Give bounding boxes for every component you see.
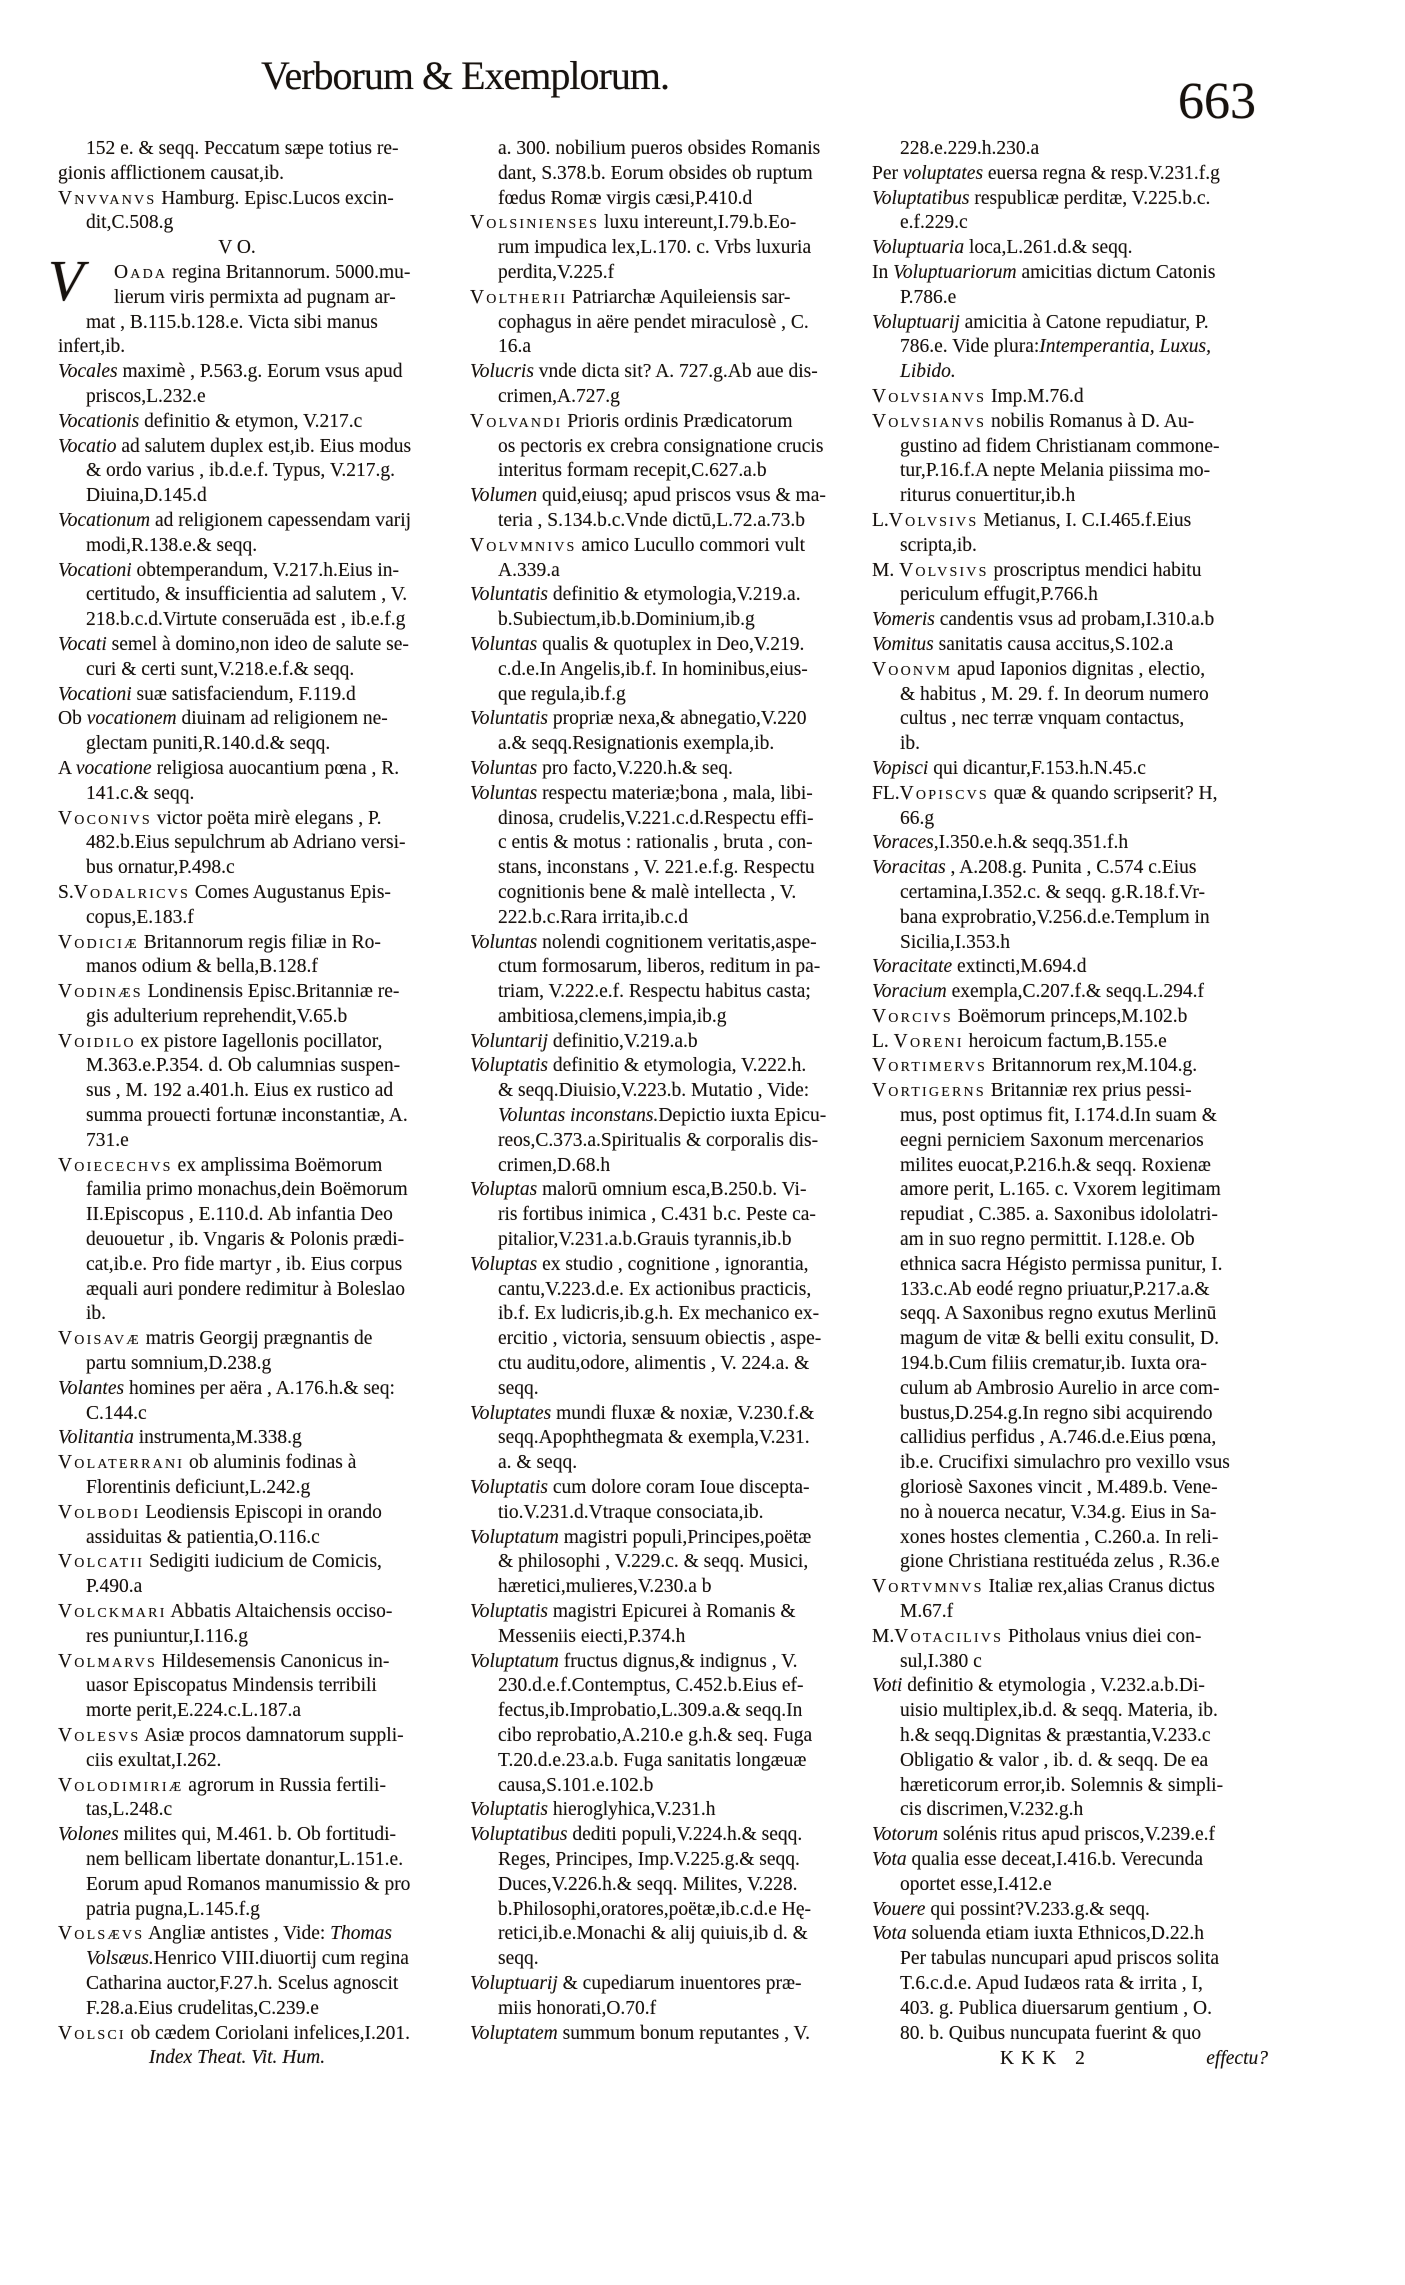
header-title: Verborum & Exemplorum. [261, 53, 669, 98]
index-line: ib. [86, 1303, 107, 1325]
index-line: gloriosè Saxones vincit , M.489.b. Vene- [900, 1477, 1218, 1499]
index-line: seqq. [498, 1948, 539, 1970]
index-line: Volodimiriæ agrorum in Russia fertili- [58, 1774, 386, 1796]
index-line: modi,R.138.e.& seqq. [86, 534, 258, 556]
index-line: tur,P.16.f.A nepte Melania piissima mo- [900, 460, 1211, 482]
index-line: Voltherii Patriarchæ Aquileiensis sar- [470, 286, 791, 308]
index-line: mus, post optimus fit, I.174.d.In suam & [900, 1105, 1217, 1127]
index-line: Obligatio & valor , ib. d. & seqq. De ea [900, 1749, 1209, 1771]
index-line: triam, V.222.e.f. Respectu habitus casta; [498, 981, 811, 1003]
index-line: amore perit, L.165. c. Vxorem legitimam [900, 1179, 1221, 1201]
index-line: M.Votacilivs Pitholaus vnius diei con- [872, 1625, 1202, 1647]
index-line: Vopisci qui dicantur,F.153.h.N.45.c [872, 757, 1146, 779]
index-line: 222.b.c.Rara irrita,ib.c.d [498, 906, 689, 928]
index-line: Voluntas respectu materiæ;bona , mala, libi- [470, 782, 813, 804]
index-line: mat , B.115.b.128.e. Victa sibi manus [86, 311, 378, 333]
index-line: Vota soluenda etiam iuxta Ethnicos,D.22.h [872, 1923, 1204, 1945]
catchword: effectu? [1206, 2048, 1268, 2069]
index-line: T.6.c.d.e. Apud Iudæos rata & irrita , I, [900, 1972, 1203, 1994]
index-line: Voluptatum fructus dignus,& indignus , V. [470, 1650, 798, 1672]
index-line: Volvsianvs Imp.M.76.d [872, 385, 1084, 407]
index-line: ercitio , victoria, sensuum obiectis , aspe- [498, 1328, 822, 1350]
index-line: miis honorati,O.70.f [498, 1997, 657, 2019]
index-line: cultus , nec terræ vnquam contactus, [900, 708, 1185, 730]
index-line: & ordo varius , ib.d.e.f. Typus, V.217.g. [86, 460, 396, 482]
index-line: 786.e. Vide plura:Intemperantia, Luxus, [900, 336, 1211, 358]
index-line: Vocationis definitio & etymon, V.217.c [58, 410, 363, 432]
index-line: lierum viris permixta ad pugnam ar- [114, 286, 396, 308]
index-line: Vnvvanvs Hamburg. Episc.Lucos excin- [58, 187, 394, 209]
index-line: ris fortibus inimica , C.431 b.c. Peste ca- [498, 1204, 816, 1226]
index-line: ambitiosa,clemens,impia,ib.g [498, 1005, 727, 1027]
index-line: 230.d.e.f.Contemptus, C.452.b.Eius ef- [498, 1675, 804, 1697]
index-line: Voluptatum magistri populi,Principes,poëtæ [470, 1526, 812, 1548]
index-line: certitudo, & insufficientia ad salutem , V. [86, 584, 408, 606]
index-line: Oada regina Britannorum. 5000.mu- [114, 261, 411, 283]
index-line: Vocati semel à domino,non ideo de salute se- [58, 633, 409, 655]
index-line: Reges, Principes, Imp.V.225.g.& seqq. [498, 1848, 800, 1870]
index-line: Voluptuarij amicitia à Catone repudiatur, P. [872, 311, 1209, 333]
index-line: In Voluptuariorum amicitias dictum Catonis [872, 261, 1216, 283]
index-line: Voluntas nolendi cognitionem veritatis,aspe- [470, 931, 817, 953]
index-line: P.786.e [900, 286, 957, 308]
index-line: 194.b.Cum filiis crematur,ib. Iuxta ora- [900, 1353, 1207, 1375]
index-line: Volsæus.Henrico VIII.diuortij cum regina [86, 1948, 409, 1970]
index-line: Voluptatis magistri Epicurei à Romanis & [470, 1601, 796, 1623]
index-line: cantu,V.223.d.e. Ex actionibus practicis, [498, 1278, 812, 1300]
index-line: Vocatio ad salutem duplex est,ib. Eius modus [58, 435, 412, 457]
index-line: xones hostes clementia , C.260.a. In reli- [900, 1526, 1219, 1548]
index-line: bana exprobratio,V.256.d.e.Templum in [900, 906, 1210, 928]
index-line: pitalior,V.231.a.b.Grauis tyrannis,ib.b [498, 1229, 792, 1251]
index-line: riturus conuertitur,ib.h [900, 485, 1076, 507]
index-line: stans, inconstans , V. 221.e.f.g. Respectu [498, 857, 815, 879]
index-line: Vocationi suæ satisfaciendum, F.119.d [58, 683, 356, 705]
index-line: Vorcivs Boëmorum princeps,M.102.b [872, 1005, 1188, 1027]
index-line: familia primo monachus,dein Boëmorum [86, 1179, 408, 1201]
index-line: Voluntatis definitio & etymologia,V.219.a. [470, 584, 801, 606]
index-line: 133.c.Ab eodé regno priuatur,P.217.a.& [900, 1278, 1210, 1300]
index-line: sus , M. 192 a.401.h. Eius ex rustico ad [86, 1080, 394, 1102]
index-line: L.Volvsivs Metianus, I. C.I.465.f.Eius [872, 509, 1192, 531]
index-line: Voluptatibus respublicæ perditæ, V.225.b.c. [872, 187, 1211, 209]
index-line: Catharina auctor,F.27.h. Scelus agnoscit [86, 1972, 399, 1994]
index-line: perdita,V.225.f [498, 261, 615, 283]
index-line: bustus,D.254.g.In regno sibi acquirendo [900, 1402, 1213, 1424]
index-line: æquali auri pondere redimitur à Boleslao [86, 1278, 405, 1300]
index-line: infert,ib. [58, 336, 126, 358]
index-line: ethnica sacra Hégisto permissa punitur, I. [900, 1253, 1223, 1275]
index-line: hæreticorum error,ib. Solemnis & simpli- [900, 1774, 1224, 1796]
index-line: Volesvs Asiæ procos damnatorum suppli- [58, 1725, 404, 1746]
index-line: Vortvmnvs Italiæ rex,alias Cranus dictus [872, 1576, 1215, 1598]
index-line: Vouere qui possint?V.233.g.& seqq. [872, 1898, 1150, 1920]
index-line: seqq.Apophthegmata & exempla,V.231. [498, 1427, 810, 1449]
index-line: uasor Episcopatus Mindensis terribili [86, 1675, 377, 1697]
index-line: Volucris vnde dicta sit? A. 727.g.Ab aue dis- [470, 361, 818, 383]
index-line: b.Philosophi,oratores,poëtæ,ib.c.d.e Hę- [498, 1898, 812, 1920]
index-line: Voluptas malorū omnium esca,B.250.b. Vi- [470, 1179, 807, 1201]
index-line: os pectoris ex crebra consignatione crucis [498, 435, 824, 457]
index-line: partu somnium,D.238.g [86, 1353, 272, 1375]
index-line: Voracium exempla,C.207.f.& seqq.L.294.f [872, 981, 1204, 1003]
index-line: Volvmnivs amico Lucullo commori vult [470, 534, 806, 556]
index-line: 228.e.229.h.230.a [900, 138, 1040, 159]
drop-cap-initial: V [48, 248, 84, 313]
index-line: Volaterrani ob aluminis fodinas à [58, 1452, 357, 1474]
index-column-2 [470, 137, 868, 2046]
index-line: Voidilo ex pistore Iagellonis pocillator, [58, 1030, 383, 1052]
index-line: c entis & motus : rationalis , bruta , con- [498, 832, 813, 854]
index-line: magum de vitæ & belli exitu consulit, D. [900, 1328, 1220, 1350]
index-line: e.f.229.c [900, 212, 968, 234]
index-line: cat,ib.e. Pro fide martyr , ib. Eius corpus [86, 1253, 403, 1275]
index-line: Voluptuaria loca,L.261.d.& seqq. [872, 237, 1133, 259]
index-line: dinosa, crudelis,V.221.c.d.Respectu effi- [498, 807, 814, 829]
index-line: Ob vocationem diuinam ad religionem ne- [58, 708, 388, 730]
index-line: Volcatii Sedigiti iudicium de Comicis, [58, 1551, 382, 1573]
index-line: II.Episcopus , E.110.d. Ab infantia Deo [86, 1204, 393, 1226]
index-line: Vocationum ad religionem capessendam varij [58, 509, 412, 531]
index-line: gionis afflictionem causat,ib. [58, 162, 285, 184]
index-line: Libido. [900, 361, 956, 383]
index-line: repudiat , C.385. a. Saxonibus idololatri- [900, 1204, 1218, 1226]
index-line: 731.e [86, 1129, 129, 1151]
index-line: am in suo regno permittit. I.128.e. Ob [900, 1229, 1195, 1251]
index-line: 80. b. Quibus nuncupata fuerint & quo [900, 2022, 1202, 2044]
index-line: M.363.e.P.354. d. Ob calumnias suspen- [86, 1055, 401, 1077]
index-line: Vomeris candentis vsus ad probam,I.310.a.b [872, 609, 1215, 631]
index-line: Volsinienses luxu intereunt,I.79.b.Eo- [470, 212, 797, 234]
index-line: Voluptatis definitio & etymologia, V.222.h. [470, 1055, 807, 1077]
quire-signature: KKK 2 [1000, 2048, 1092, 2069]
index-line: Volones milites qui, M.461. b. Ob fortitudi- [58, 1824, 396, 1846]
index-line: Voluptatis cum dolore coram Ioue discepta- [470, 1477, 810, 1499]
index-line: hæretici,mulieres,V.230.a b [498, 1576, 712, 1598]
index-line: A.339.a [498, 559, 560, 581]
index-line: Voonvm apud Iaponios dignitas , electio, [872, 658, 1206, 680]
index-line: Index Theat. Vit. Hum. [148, 2047, 326, 2069]
index-line: Volckmari Abbatis Altaichensis occiso- [58, 1601, 393, 1623]
index-line: Volvsianvs nobilis Romanus à D. Au- [872, 410, 1195, 432]
index-line: T.20.d.e.23.a.b. Fuga sanitatis longæuæ [498, 1749, 807, 1771]
index-line: & habitus , M. 29. f. In deorum numero [900, 683, 1209, 705]
index-line: assiduitas & patientia,O.116.c [86, 1526, 320, 1548]
index-line: Volantes homines per aëra , A.176.h.& seq: [58, 1377, 395, 1399]
index-line: tas,L.248.c [86, 1799, 173, 1821]
index-line: gis adulterium reprehendit,V.65.b [86, 1005, 348, 1027]
index-line: Volmarvs Hildesemensis Canonicus in- [58, 1650, 390, 1672]
index-line: Sicilia,I.353.h [900, 931, 1010, 953]
index-line: fœdus Romæ virgis cæsi,P.410.d [498, 187, 753, 209]
index-line: crimen,A.727.g [498, 385, 620, 407]
index-line: Vota qualia esse deceat,I.416.b. Verecunda [872, 1848, 1204, 1870]
index-line: no à nouerca necatur, V.34.g. Eius in Sa- [900, 1501, 1217, 1523]
index-line: Vodiciæ Britannorum regis filiæ in Ro- [58, 931, 381, 953]
index-line: ciis exultat,I.262. [86, 1749, 222, 1771]
index-line: priscos,L.232.e [86, 385, 206, 407]
index-line: Volsævs Angliæ antistes , Vide: Thomas [58, 1923, 392, 1945]
index-line: cognitionis bene & malè intellecta , V. [498, 881, 797, 903]
index-line: ib.e. Crucifixi simulachro pro vexillo vsus [900, 1452, 1230, 1474]
index-line: L. Voreni heroicum factum,B.155.e [872, 1030, 1167, 1052]
index-line: curi & certi sunt,V.218.e.f.& seqq. [86, 658, 355, 680]
index-line: V O. [218, 237, 256, 259]
index-line: uisio multiplex,ib.d. & seqq. Materia, ib. [900, 1700, 1218, 1722]
index-line: tio.V.231.d.Vtraque consociata,ib. [498, 1501, 764, 1523]
index-line: Voluntas inconstans.Depictio iuxta Epicu- [498, 1105, 827, 1127]
index-line: ctu auditu,odore, alimentis , V. 224.a. & [498, 1353, 810, 1375]
index-line: Vocales maximè , P.563.g. Eorum vsus apud [58, 361, 403, 383]
index-line: Voiecechvs ex amplissima Boëmorum [58, 1154, 383, 1176]
index-line: Voluptuarij & cupediarum inuentores præ- [470, 1972, 802, 1994]
page-number: 663 [1178, 73, 1256, 130]
index-line: P.490.a [86, 1576, 143, 1598]
index-line: teria , S.134.b.c.Vnde dictū,L.72.a.73.b [498, 509, 806, 531]
index-line: 141.c.& seqq. [86, 782, 195, 804]
index-line: cibo reprobatio,A.210.e g.h.& seq. Fuga [498, 1725, 813, 1746]
index-line: nem bellicam libertate donantur,L.151.e. [86, 1848, 404, 1870]
index-line: Vomitus sanitatis causa accitus,S.102.a [872, 633, 1174, 655]
index-line: 218.b.c.d.Virtute conseruāda est , ib.e.f.g [86, 609, 406, 631]
index-line: FL.Vopiscvs quæ & quando scripserit? H, [872, 782, 1218, 804]
index-line: F.28.a.Eius crudelitas,C.239.e [86, 1997, 319, 2019]
index-line: b.Subiectum,ib.b.Dominium,ib.g [498, 609, 755, 631]
index-line: Vodinæs Londinensis Episc.Britanniæ re- [58, 981, 400, 1003]
index-line: ib. [900, 733, 921, 755]
index-line: M.67.f [900, 1601, 954, 1623]
index-line: dant, S.378.b. Eorum obsides ob ruptum [498, 162, 813, 184]
index-line: deuouetur , ib. Vngaris & Polonis prædi- [86, 1229, 405, 1251]
index-line: Voluntas qualis & quotuplex in Deo,V.219. [470, 633, 805, 655]
index-line: certamina,I.352.c. & seqq. g.R.18.f.Vr- [900, 881, 1205, 903]
index-line: Vocationi obtemperandum, V.217.h.Eius in- [58, 559, 400, 581]
index-line: Votorum solénis ritus apud priscos,V.239.e.f [872, 1824, 1216, 1846]
index-line: ib.f. Ex ludicris,ib.g.h. Ex mechanico ex- [498, 1303, 820, 1325]
index-line: 16.a [498, 336, 532, 358]
index-line: Voisavæ matris Georgij prægnantis de [58, 1328, 373, 1350]
index-line: interitus formam recepit,C.627.a.b [498, 460, 767, 482]
index-line: oportet esse,I.412.e [900, 1873, 1052, 1895]
index-line: Voluptatem summum bonum reputantes , V. [470, 2022, 810, 2044]
index-line: c.d.e.In Angelis,ib.f. In hominibus,eius- [498, 658, 808, 680]
index-line: seqq. [498, 1377, 539, 1399]
index-line: milites euocat,P.216.h.& seqq. Roxienæ [900, 1154, 1211, 1176]
index-line: rum impudica lex,L.170. c. Vrbs luxuria [498, 237, 812, 259]
index-line: gustino ad fidem Christianam commone- [900, 435, 1220, 457]
index-line: Voracitate extincti,M.694.d [872, 956, 1087, 978]
index-line: res puniuntur,I.116.g [86, 1625, 249, 1647]
index-line: patria pugna,L.145.f.g [86, 1898, 260, 1920]
index-line: dit,C.508.g [86, 212, 174, 234]
index-line: sul,I.380 c [900, 1650, 982, 1672]
index-line: 152 e. & seqq. Peccatum sæpe totius re- [86, 138, 399, 159]
index-line: Florentinis deficiunt,L.242.g [86, 1477, 311, 1499]
index-line: Voti definitio & etymologia , V.232.a.b.Di- [872, 1675, 1205, 1697]
index-line: glectam puniti,R.140.d.& seqq. [86, 733, 331, 755]
index-line: a. 300. nobilium pueros obsides Romanis [498, 138, 821, 159]
index-line: cophagus in aëre pendet miraculosè , C. [498, 311, 809, 333]
index-line: Volbodi Leodiensis Episcopi in orando [58, 1501, 382, 1523]
index-line: a. & seqq. [498, 1452, 578, 1474]
index-line: scripta,ib. [900, 534, 977, 556]
index-line: Voluptates mundi fluxæ & noxiæ, V.230.f.& [470, 1402, 815, 1424]
index-line: & philosophi , V.229.c. & seqq. Musici, [498, 1551, 809, 1573]
index-line: Volvandi Prioris ordinis Prædicatorum [470, 410, 793, 432]
index-line: Voluptatis hieroglyhica,V.231.h [470, 1799, 716, 1821]
index-line: 66.g [900, 807, 935, 829]
index-line: Per voluptates euersa regna & resp.V.231.f.g [872, 162, 1220, 184]
index-line: 482.b.Eius sepulchrum ab Adriano versi- [86, 832, 406, 854]
index-line: summa prouecti fortunæ inconstantiæ, A. [86, 1105, 408, 1127]
index-line: h.& seqq.Dignitas & præstantia,V.233.c [900, 1725, 1211, 1746]
index-line: Per tabulas nuncupari apud priscos solita [900, 1948, 1219, 1970]
index-line: bus ornatur,P.498.c [86, 857, 235, 879]
index-line: Volitantia instrumenta,M.338.g [58, 1427, 302, 1449]
index-line: ctum formosarum, liberos, reditum in pa- [498, 956, 821, 978]
index-line: Vortimervs Britannorum rex,M.104.g. [872, 1055, 1198, 1077]
running-header [60, 52, 870, 99]
index-line: Voluptas ex studio , cognitione , ignorantia, [470, 1253, 809, 1275]
index-line: copus,E.183.f [86, 906, 194, 928]
index-line: Voracitas , A.208.g. Punita , C.574 c.Eius [872, 857, 1197, 879]
index-line: manos odium & bella,B.128.f [86, 956, 318, 978]
index-line: Voraces,I.350.e.h.& seqq.351.f.h [872, 832, 1129, 854]
index-line: Diuina,D.145.d [86, 485, 207, 507]
index-line: Messeniis eiecti,P.374.h [498, 1625, 686, 1647]
index-line: fectus,ib.Improbatio,L.309.a.& seqq.In [498, 1700, 803, 1722]
index-line: A vocatione religiosa auocantium pœna , R. [58, 757, 400, 779]
index-line: Voconivs victor poëta mirè elegans , P. [58, 807, 382, 829]
index-line: C.144.c [86, 1402, 147, 1424]
index-line: causa,S.101.e.102.b [498, 1774, 654, 1796]
index-line: retici,ib.e.Monachi & alij quiuis,ib d. & [498, 1923, 808, 1945]
index-line: culum ab Ambrosio Aurelio in arce com- [900, 1377, 1220, 1399]
index-line: reos,C.373.a.Spiritualis & corporalis dis- [498, 1129, 819, 1151]
index-line: que regula,ib.f.g [498, 683, 626, 705]
index-line: eegni perniciem Saxonum mercenarios [900, 1129, 1204, 1151]
index-line: & seqq.Diuisio,V.223.b. Mutatio , Vide: [498, 1080, 810, 1102]
index-line: callidius perfidus , A.746.d.e.Eius pœna, [900, 1427, 1217, 1449]
index-column-3 [872, 137, 1270, 2046]
index-line: Voluntarij definitio,V.219.a.b [470, 1030, 698, 1052]
index-line: Volsci ob cædem Coriolani infelices,I.201. [58, 2022, 411, 2044]
index-line: a.& seqq.Resignationis exempla,ib. [498, 733, 775, 755]
index-line: crimen,D.68.h [498, 1154, 611, 1176]
index-line: morte perit,E.224.c.L.187.a [86, 1700, 301, 1722]
index-line: Voluntas pro facto,V.220.h.& seq. [470, 757, 733, 779]
index-line: M. Volvsivs proscriptus mendici habitu [872, 559, 1202, 581]
index-line: 403. g. Publica diuersarum gentium , O. [900, 1997, 1212, 2019]
index-line: Voluntatis propriæ nexa,& abnegatio,V.220 [470, 708, 807, 730]
index-line: periculum effugit,P.766.h [900, 584, 1098, 606]
index-line: Voluptatibus dediti populi,V.224.h.& seqq. [470, 1824, 803, 1846]
index-line: Vortigerns Britanniæ rex prius pessi- [872, 1080, 1192, 1102]
index-line: cis discrimen,V.232.g.h [900, 1799, 1084, 1821]
index-line: Volumen quid,eiusq; apud priscos vsus & ma- [470, 485, 826, 507]
index-line: Duces,V.226.h.& seqq. Milites, V.228. [498, 1873, 798, 1895]
index-line: S.Vodalricvs Comes Augustanus Epis- [58, 881, 391, 903]
index-line: Eorum apud Romanos manumissio & pro [86, 1873, 411, 1895]
index-column-1 [58, 137, 456, 2071]
index-line: seqq. A Saxonibus regno exutus Merlinū [900, 1303, 1217, 1325]
index-line: gione Christiana restituéda zelus , R.36.e [900, 1551, 1220, 1573]
